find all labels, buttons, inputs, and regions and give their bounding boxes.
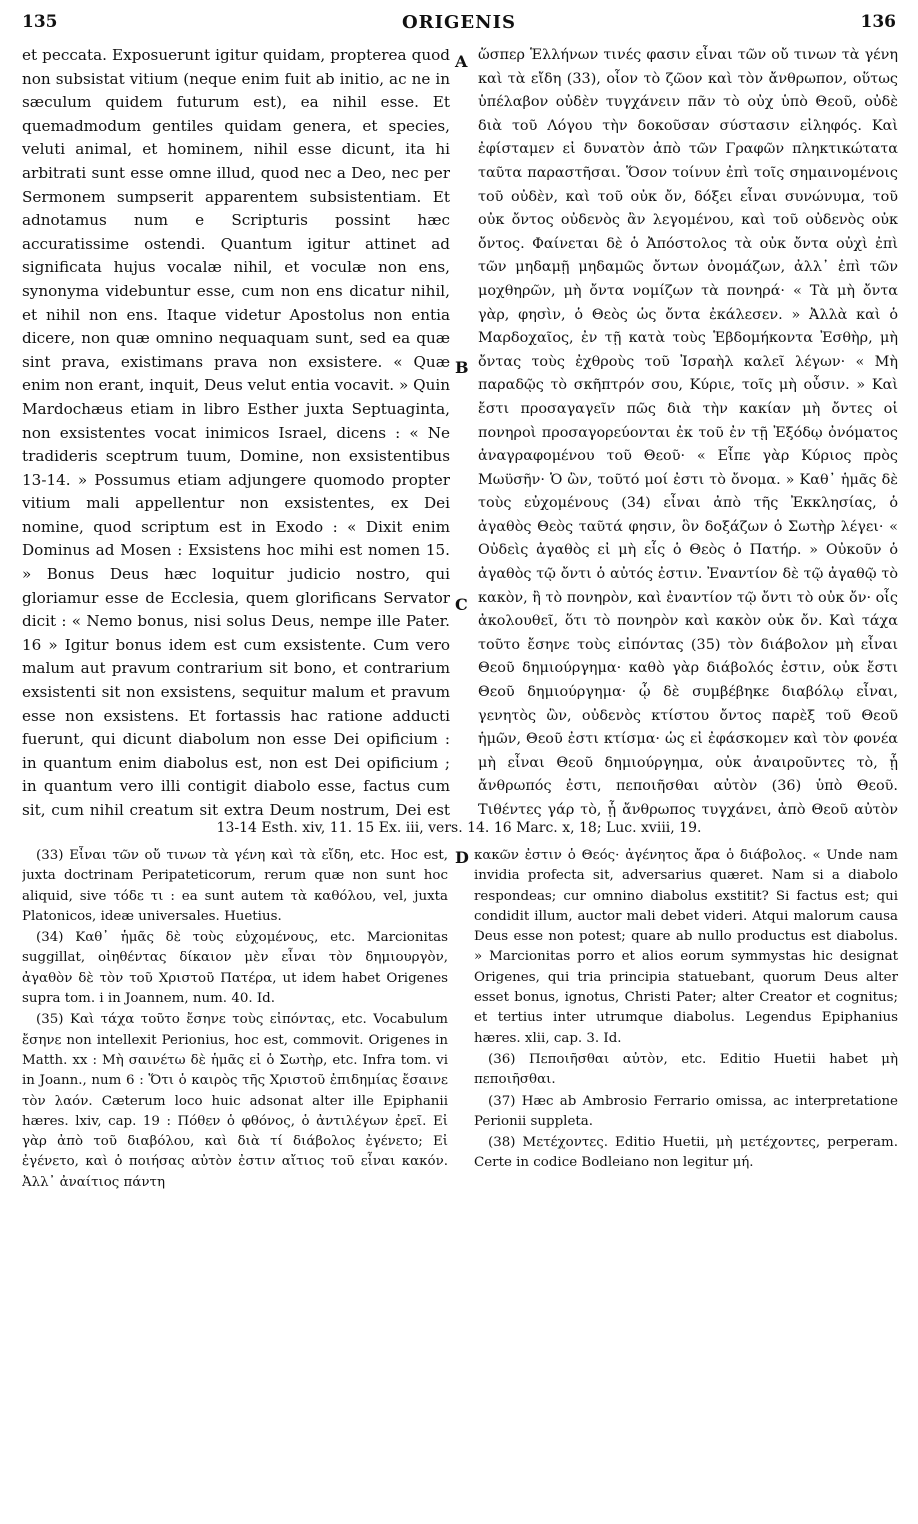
footnotes-left-column — [22, 846, 448, 1506]
footnote-continuation: κακῶν ἐστιν ὁ Θεός· ἀγένητος ἄρα ὁ διάβολος. « Unde nam invidia profecta sit, adversarius quæret. Nam si a diabolo respondeas; cur omnino diabolus exstitit? Si factus est; qui condidit illum, auctor mali debet videri. Atqui malorum causa Deus esse non potest; quare ab nullo productus est diabolus. » Marcionitas porro et alios eorum symmystas hic designat Origenes, qui tria principia statuebant, quorum Deus alter esset bonus, ignotus, Christi Pater; alter Creator et cognitus; et tertius inter utrumque diabolus. Legendus Epiphanius hæres. xlii, cap. 3. Id. — [474, 848, 898, 1046]
left-page-number: 135 — [22, 12, 58, 32]
footnotes-right-column — [474, 846, 898, 1506]
right-page-number: 136 — [860, 12, 896, 32]
section-marker-b: B — [455, 358, 469, 377]
footnote: (37) Hæc ab Ambrosio Ferrario omissa, ac interpretatione Perionii suppleta. — [474, 1093, 898, 1129]
scripture-references: 13-14 Esth. xiv, 11. 15 Ex. iii, vers. 14. 16 Marc. x, 18; Luc. xviii, 19. — [216, 820, 702, 836]
section-marker-c: C — [455, 595, 468, 614]
footnote: (38) Μετέχοντες. Editio Huetii, μὴ μετέχοντες, perperam. Certe in codice Bodleiano non legitur μή. — [474, 1135, 898, 1171]
footnote: (36) Πεποιῆσθαι αὐτὸν, etc. Editio Huetii habet μὴ πεποιῆσθαι. — [474, 1051, 898, 1088]
latin-paragraph: et peccata. Exposuerunt igitur quidam, propterea quod non subsistat vitium (neque enim fuit ab initio, ac ne in sæculum quidem futurum est), ea nihil esse. Et quemadmodum gentiles quidam genera, et species, veluti animal, et hominem, nihil esse dicunt, ita hi arbitrati sunt esse omne illud, quod nec a Deo, nec per Sermonem sumpserit apparentem subsistentiam. Et adnotamus num e Scripturis possint hæc accuratissime ostendi. Quantum igitur attinet ad significata hujus vocalæ nihil, et voculæ non ens, synonyma videbuntur esse, cum non ens dicatur nihil, et nihil non ens. Itaque videtur Apostolus non entia dicere, non quæ omnino nequaquam sunt, sed ea quæ sint prava, existimans prava non exsistere. « Quæ enim non erant, inquit, Deus velut entia vocavit. » Quin Mardochæus etiam in libro Esther juxta Septuaginta, non exsistentes vocat inimicos Israel, dicens : « Ne tradideris sceptrum tuum, Domine, non exsistentibus 13-14. » Possumus etiam adjungere quomodo propter vitium mali appellentur non exsistentes, ex Dei nomine, quod scriptum est in Exodo : « Dixit enim Dominus ad Mosen : Exsistens hoc mihi est nomen 15. » Bonus Deus hæc loquitur judicio nostro, qui gloriamur esse de Ecclesia, quem glorificans Servator dicit : « Nemo bonus, nisi solus Deus, nempe ille Pater. 16 » Igitur bonus idem est cum exsistente. Cum vero malum aut pravum contrarium sit bono, et contrarium exsistenti sit non exsistens, sequitur malum et pravum esse non exsistens. Et fortassis hac ratione adducti fuerunt, qui dicunt diabolum non esse Dei opificium : in quantum enim diabolus est, non est Dei opificium ; in quantum vero illi contigit diabolo esse, factus cum sit, cum nihil creatum sit extra Deum nostrum, Dei est — [22, 46, 450, 819]
latin-text-column — [22, 44, 450, 819]
greek-paragraph: ὥσπερ Ἑλλήνων τινές φασιν εἶναι τῶν οὔ τινων τὰ γένη καὶ τὰ εἴδη (33), οἷον τὸ ζῶον καὶ τὸν ἄνθρωπον, οὕτως ὑπέλαβον οὐδὲν τυγχάνειν πᾶν τὸ οὐχ ὑπὸ Θεοῦ, οὐδὲ διὰ τοῦ Λόγου τὴν δοκοῦσαν σύστασιν εἰληφός. Καὶ ἐφίσταμεν εἰ δυνατὸν ἀπὸ τῶν Γραφῶν πληκτικώτατα ταῦτα παραστῆσαι. Ὅσον τοίνυν ἐπὶ τοῖς σημαινομένοις τοῦ οὐδὲν, καὶ τοῦ οὐκ ὄν, δόξει εἶναι συνώνυμα, τοῦ οὐκ ὄντος οὐδενὸς ἂν λεγομένου, καὶ τοῦ οὐδενὸς οὐκ ὄντος. Φαίνεται δὲ ὁ Ἀπόστολος τὰ οὐκ ὄντα οὐχὶ ἐπὶ τῶν μηδαμῇ μηδαμῶς ὄντων ὀνομάζων, ἀλλ᾽ ἐπὶ τῶν μοχθηρῶν, μὴ ὄντα νομίζων τὰ πονηρά· « Τὰ μὴ ὄντα γὰρ, φησὶν, ὁ Θεὸς ὡς ὄντα ἐκάλεσεν. » Ἀλλὰ καὶ ὁ Μαρδοχαῖος, ἐν τῇ κατὰ τοὺς Ἑβδομήκοντα Ἐσθὴρ, μὴ ὄντας τοὺς ἐχθροὺς τοῦ Ἰσραὴλ καλεῖ λέγων· « Μὴ παραδῷς τὸ σκῆπτρόν σου, Κύριε, τοῖς μὴ οὖσιν. » Καὶ ἔστι προσαγαγεῖν πῶς διὰ τὴν κακίαν μὴ ὄντες οἱ πονηροὶ προσαγορεύονται ἐκ τοῦ ἐν τῇ Ἐξόδῳ ὀνόματος ἀναγραφομένου τοῦ Θεοῦ· « Εἶπε γὰρ Κύριος πρὸς Μωϋσῆν· Ὁ ὢν, τοῦτό μοί ἐστι τὸ ὄνομα. » Καθ᾽ ἡμᾶς δὲ τοὺς εὐχομένους (34) εἶναι ἀπὸ τῆς Ἐκκλησίας, ὁ ἀγαθὸς Θεὸς ταῦτά φησιν, ὃν δοξάζων ὁ Σωτὴρ λέγει· « Οὐδεὶς ἀγαθὸς εἰ μὴ εἷς ὁ Θεὸς ὁ Πατήρ. » Οὐκοῦν ὁ ἀγαθὸς τῷ ὄντι ὁ αὐτός ἐστιν. Ἐναντίον δὲ τῷ ἀγαθῷ τὸ κακὸν, ἢ τὸ πονηρὸν, καὶ ἐναντίον τῷ ὄντι τὸ οὐκ ὄν· οἷς ἀκολουθεῖ, ὅτι τὸ πονηρὸν καὶ κακὸν οὐκ ὄν. Καὶ τάχα τοῦτο ἔσηνε τοὺς εἰπόντας (35) τὸν διάβολον μὴ εἶναι Θεοῦ δημιούργημα· καθὸ γὰρ διάβολός ἐστιν, οὐκ ἔστι Θεοῦ δημιούργημα· ᾧ δὲ συμβέβηκε διαβόλῳ εἶναι, γενητὸς ὢν, οὐδενὸς κτίστου ὄντος παρὲξ τοῦ Θεοῦ ἡμῶν, Θεοῦ ἐστι κτίσμα· ὡς εἰ ἐφάσκομεν καὶ τὸν φονέα μὴ εἶναι Θεοῦ δημιούργημα, οὐκ ἀναιροῦντες τὸ, ᾗ ἄνθρωπός ἐστι, πεποιῆσθαι αὐτὸν (36) ὑπὸ Θεοῦ. Τιθέντες γάρ τὸ, ᾗ ἄνθρωπος τυγχάνει, ἀπὸ Θεοῦ αὐτὸν — [478, 47, 898, 818]
page-header — [22, 12, 896, 36]
footnote: (33) Εἶναι τῶν οὔ τινων τὰ γένη καὶ τὰ εἴδη, etc. Hoc est, juxta doctrinam Peripateticorum, rerum quæ non sunt hoc aliquid, sive τόδε τι : ea sunt autem τὰ καθόλου, vel, juxta Platonicos, ideæ universales. Huetius. — [22, 848, 448, 924]
section-marker-d: D — [455, 848, 469, 867]
section-marker-a: A — [455, 52, 468, 71]
running-title: ORIGENIS — [401, 12, 517, 33]
footnote: (35) Καὶ τάχα τοῦτο ἔσηνε τοὺς εἰπόντας, etc. Vocabulum ἔσηνε non intellexit Perionius, hoc est, commovit. Origenes in Matth. xx : Μὴ σαινέτω δὲ ἡμᾶς εἰ ὁ Σωτὴρ, etc. Infra tom. vi in Joann., num 6 : Ὅτι ὁ καιρὸς τῆς Χριστοῦ ἐπιδημίας ἔσαινε τὸν λαόν. Cæterum loco huic adsonat alter ille Epiphanii hæres. lxiv, cap. 19 : Πόθεν ὁ φθόνος, ὁ ἀντιλέγων ἐρεῖ. Εἰ γὰρ ἀπὸ τοῦ διαβόλου, καὶ διὰ τί διάβολος ἐγένετο; Εἰ ἐγένετο, καὶ ὁ ποιήσας αὐτὸν ἐστιν αἴτιος τοῦ εἶναι κακόν. Ἀλλ᾽ ἀναίτιος πάντη — [22, 1012, 448, 1190]
footnote: (34) Καθ᾽ ἡμᾶς δὲ τοὺς εὐχομένους, etc. Marcionitas suggillat, οἰηθέντας δίκαιον μὲν εἶναι τὸν δημιουργὸν, ἀγαθὸν δὲ τὸν τοῦ Χριστοῦ Πατέρα, ut idem habet Origenes supra tom. i in Joannem, num. 40. Id. — [22, 930, 448, 1007]
greek-text-column — [478, 44, 898, 819]
